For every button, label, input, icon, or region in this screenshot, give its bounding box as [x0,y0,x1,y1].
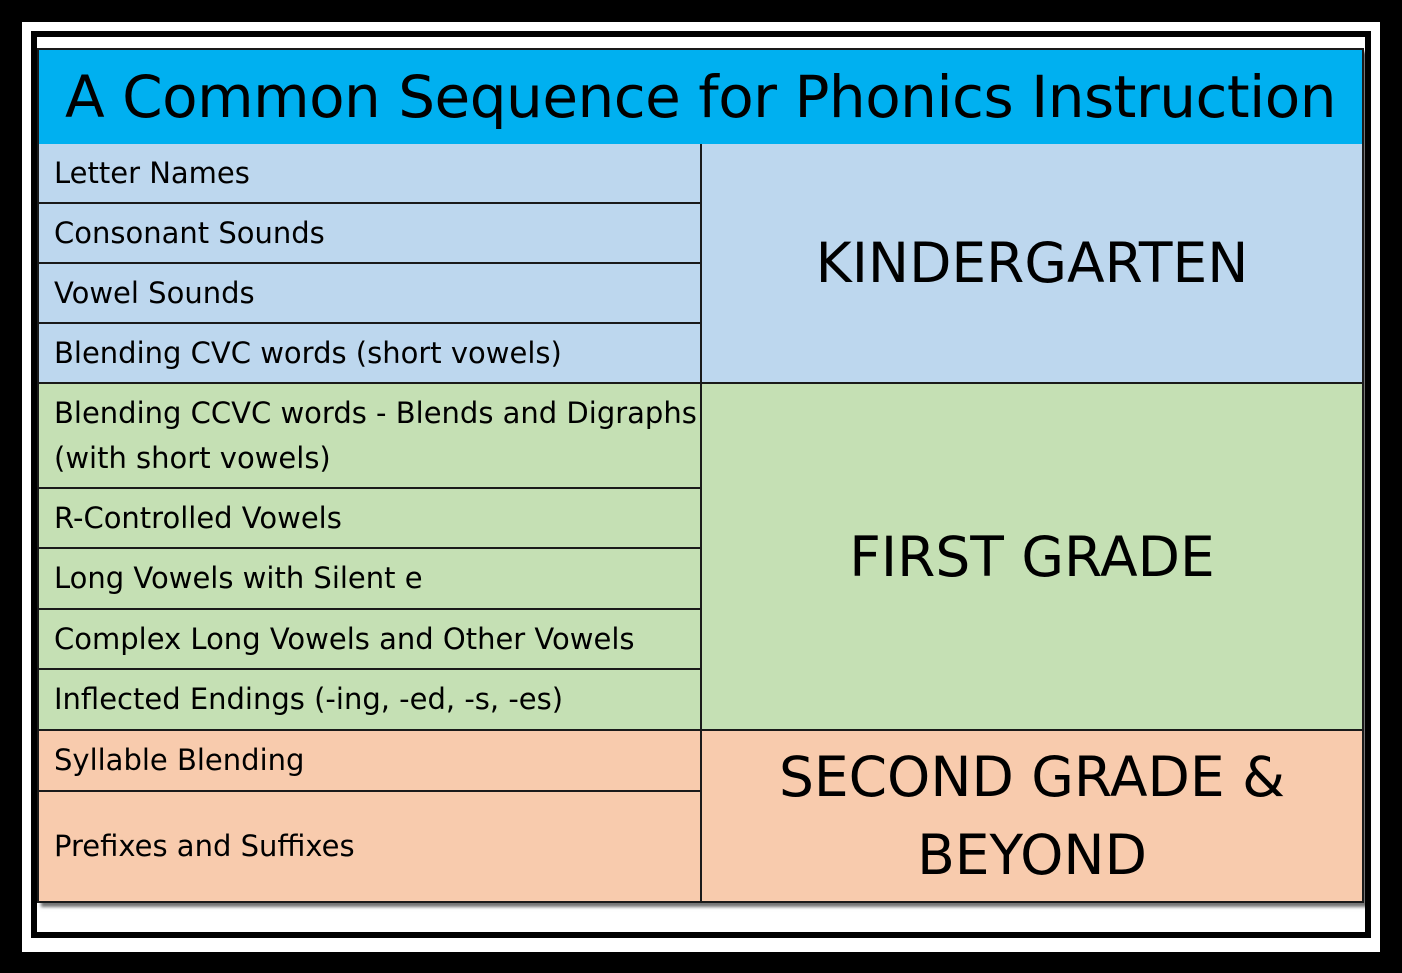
grade-kindergarten: KINDERGARTEN [702,144,1362,384]
topic-prefixes-suffixes: Prefixes and Suffixes [39,792,702,901]
grade-second-and-beyond: SECOND GRADE & BEYOND [702,731,1362,901]
topic-blending-ccvc: Blending CCVC words - Blends and Digraphs (with short vowels) [39,384,702,489]
topic-consonant-sounds: Consonant Sounds [39,204,702,264]
topic-blending-cvc: Blending CVC words (short vowels) [39,324,702,384]
topic-vowel-sounds: Vowel Sounds [39,264,702,324]
phonics-sequence-table [37,48,1364,903]
table-title: A Common Sequence for Phonics Instruction [39,50,1362,146]
topic-long-vowels-silent-e: Long Vowels with Silent e [39,549,702,610]
topic-letter-names: Letter Names [39,144,702,204]
grade-first: FIRST GRADE [702,384,1362,731]
topic-inflected-endings: Inflected Endings (-ing, -ed, -s, -es) [39,670,702,731]
topic-r-controlled-vowels: R-Controlled Vowels [39,489,702,549]
topic-syllable-blending: Syllable Blending [39,731,702,792]
topic-complex-long-vowels: Complex Long Vowels and Other Vowels [39,610,702,670]
